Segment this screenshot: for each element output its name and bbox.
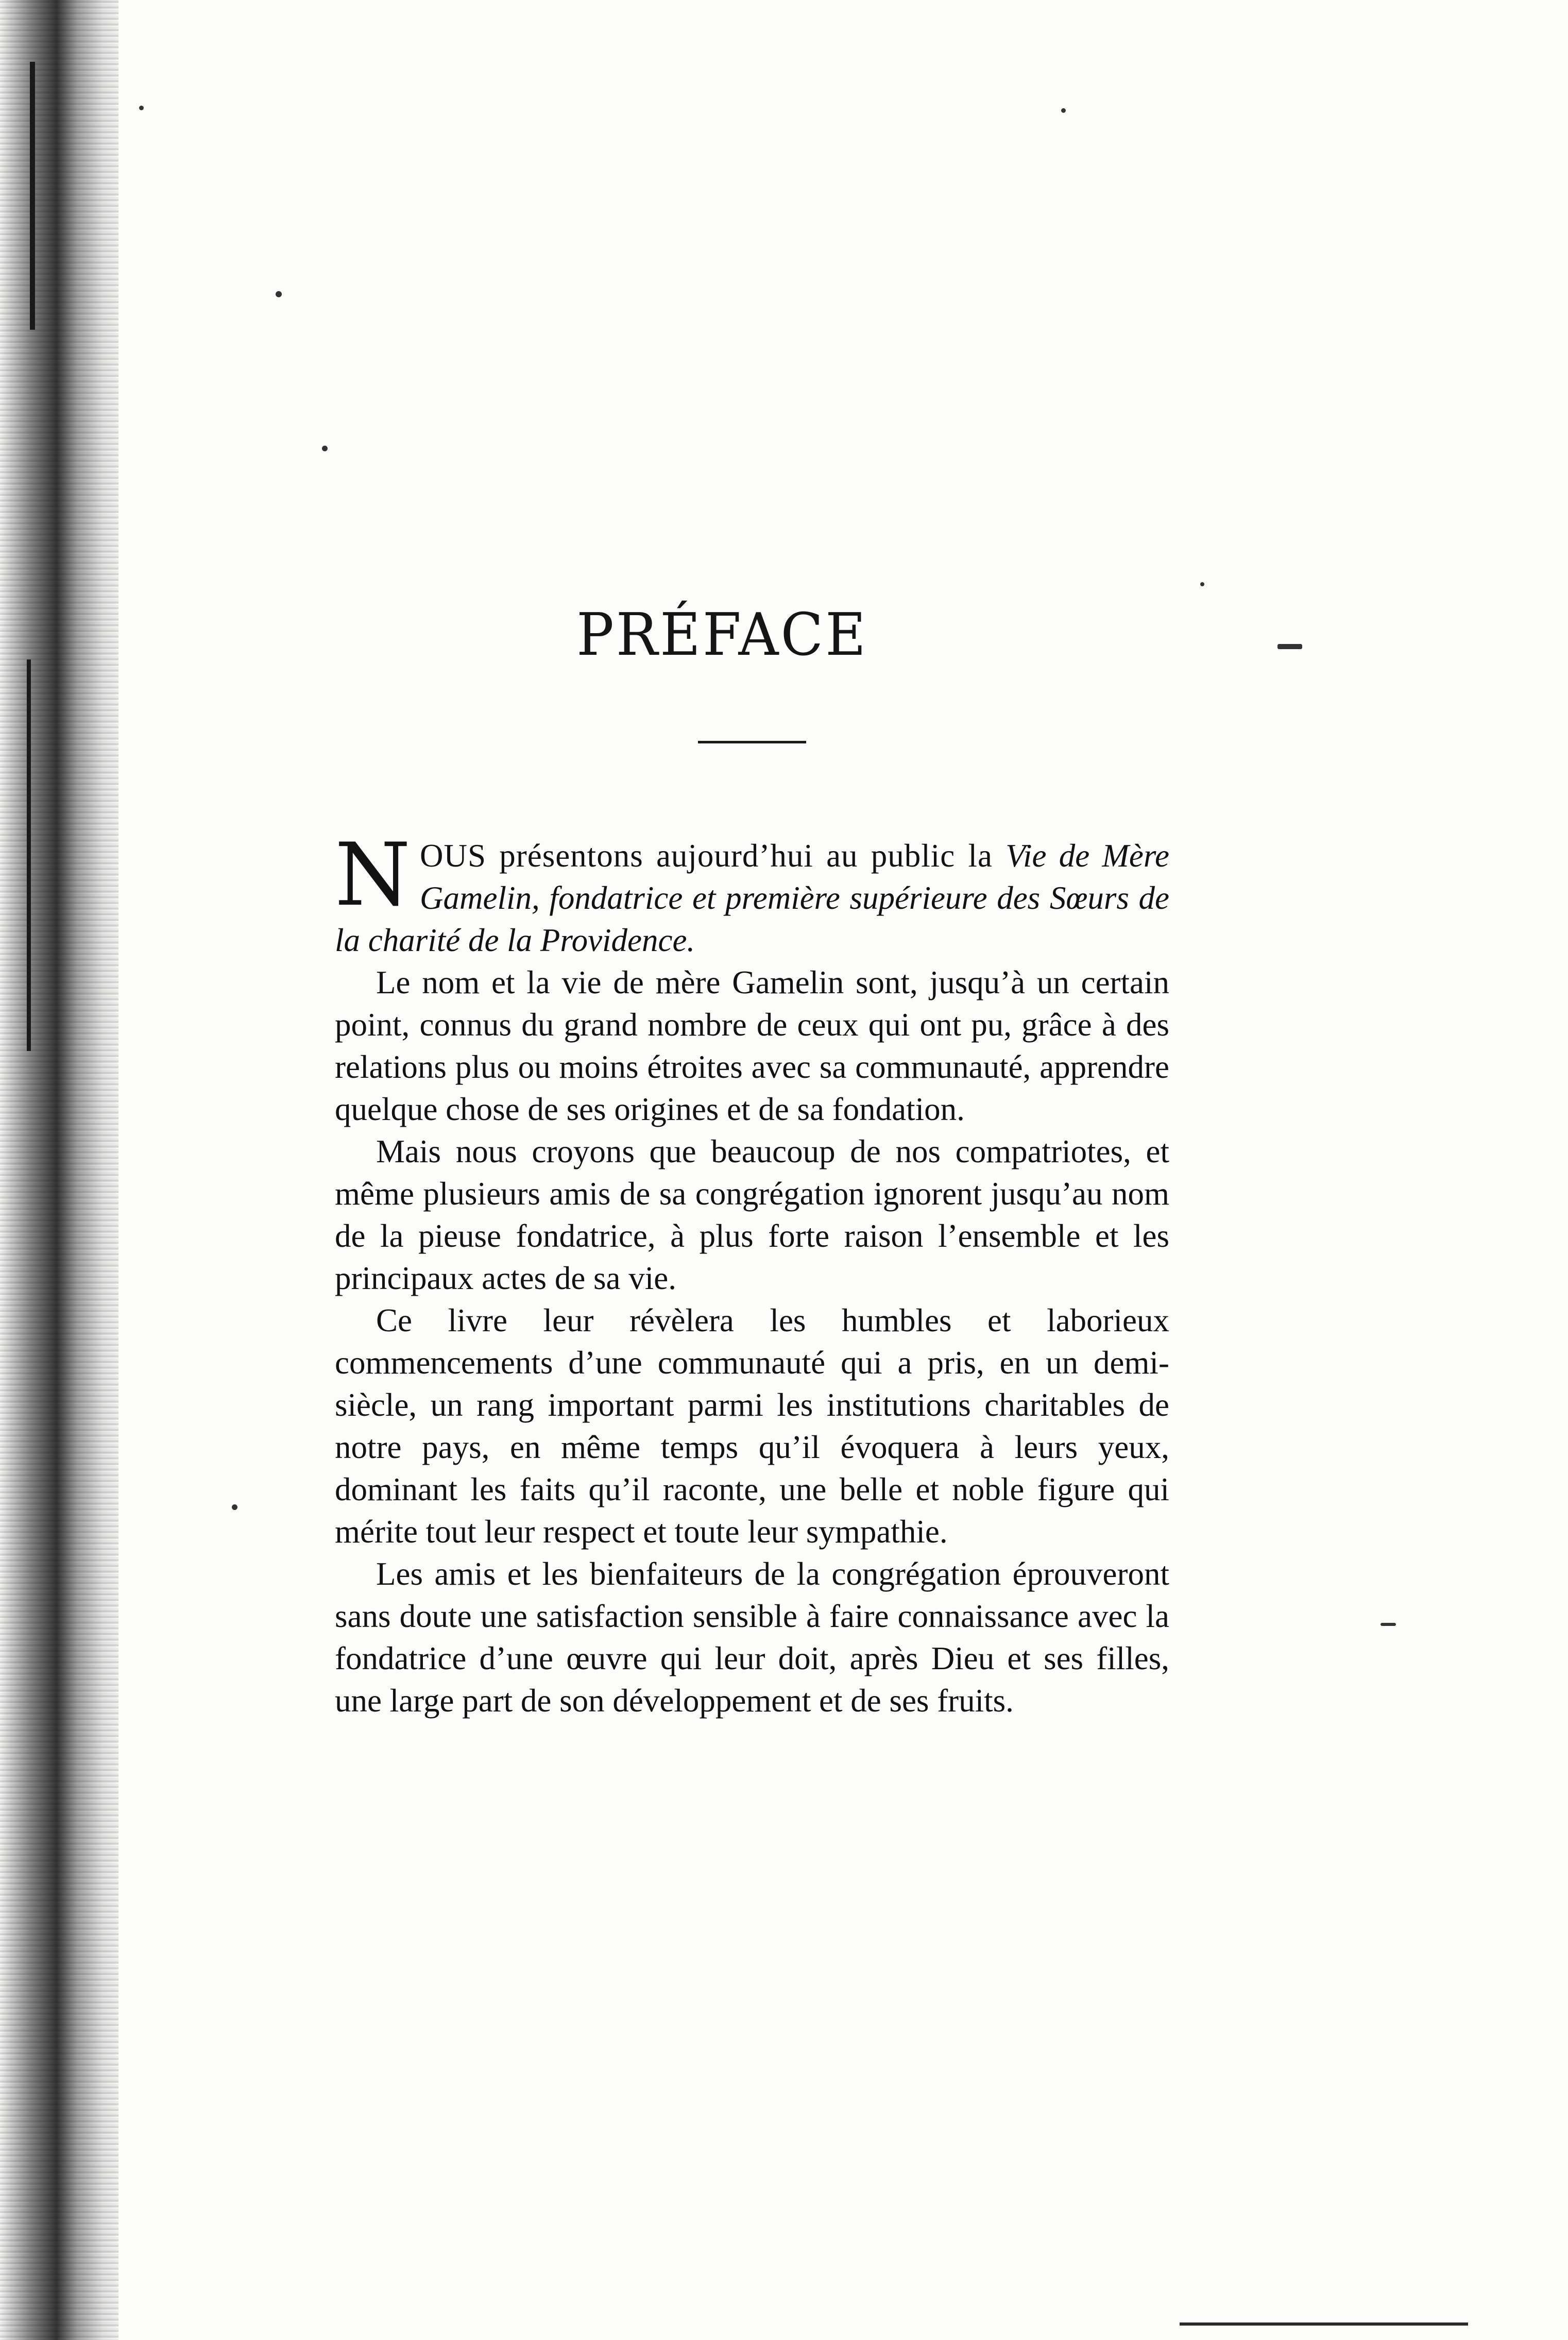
page-title: PRÉFACE xyxy=(576,601,868,669)
paragraph-4: Ce livre leur révèlera les humbles et laborieux commencements d’une communauté qui a pris, en un demi-siècle, un rang important parmi les institutions charitables de notre pays, en même temps qu’il évoquera à leurs yeux, dominant les faits qu’il raconte, une belle et noble figure qui mérite tout leur respect et toute leur sympathie. xyxy=(335,1302,1169,1550)
scan-speck xyxy=(322,446,328,451)
paragraph-1-book-title: Vie de Mère Gamelin, fondatrice et première supérieure des Sœurs de la charité de la Providence. xyxy=(335,838,1169,958)
paragraph-1-lead: OUS présentons aujourd’hui au public la xyxy=(420,838,1006,874)
binding-mark xyxy=(30,62,35,330)
bottom-edge-mark xyxy=(1180,2322,1468,2326)
scan-speck xyxy=(1061,108,1066,113)
paragraph-3: Mais nous croyons que beaucoup de nos compatriotes, et même plusieurs amis de sa congrégation ignorent jusqu’au nom de la pieuse fondatrice, à plus forte raison l’ensemble et les principaux actes de sa vie. xyxy=(335,1133,1169,1296)
scan-speck xyxy=(1380,1623,1396,1626)
drop-cap: N xyxy=(335,824,411,925)
scan-speck xyxy=(139,106,144,110)
binding-mark xyxy=(27,659,31,1051)
title-rule xyxy=(698,741,806,743)
preface-body xyxy=(335,824,1169,1722)
scan-speck xyxy=(1200,582,1204,586)
paragraph-1 xyxy=(335,824,1169,961)
paragraph-2: Le nom et la vie de mère Gamelin sont, jusqu’à un certain point, connus du grand nombre de ceux qui ont pu, grâce à des relations plus ou moins étroites avec sa communauté, apprendre quelque chose de ses origines et de sa fondation. xyxy=(335,964,1169,1127)
paragraph-5: Les amis et les bienfaiteurs de la congrégation éprouveront sans doute une satisfaction sensible à faire connaissance avec la fondatrice d’une œuvre qui leur doit, après Dieu et ses filles, une large part de son développement et de ses fruits. xyxy=(335,1556,1169,1719)
scan-speck xyxy=(232,1504,237,1510)
binding-shadow xyxy=(0,0,118,2340)
scan-speck xyxy=(276,291,282,297)
